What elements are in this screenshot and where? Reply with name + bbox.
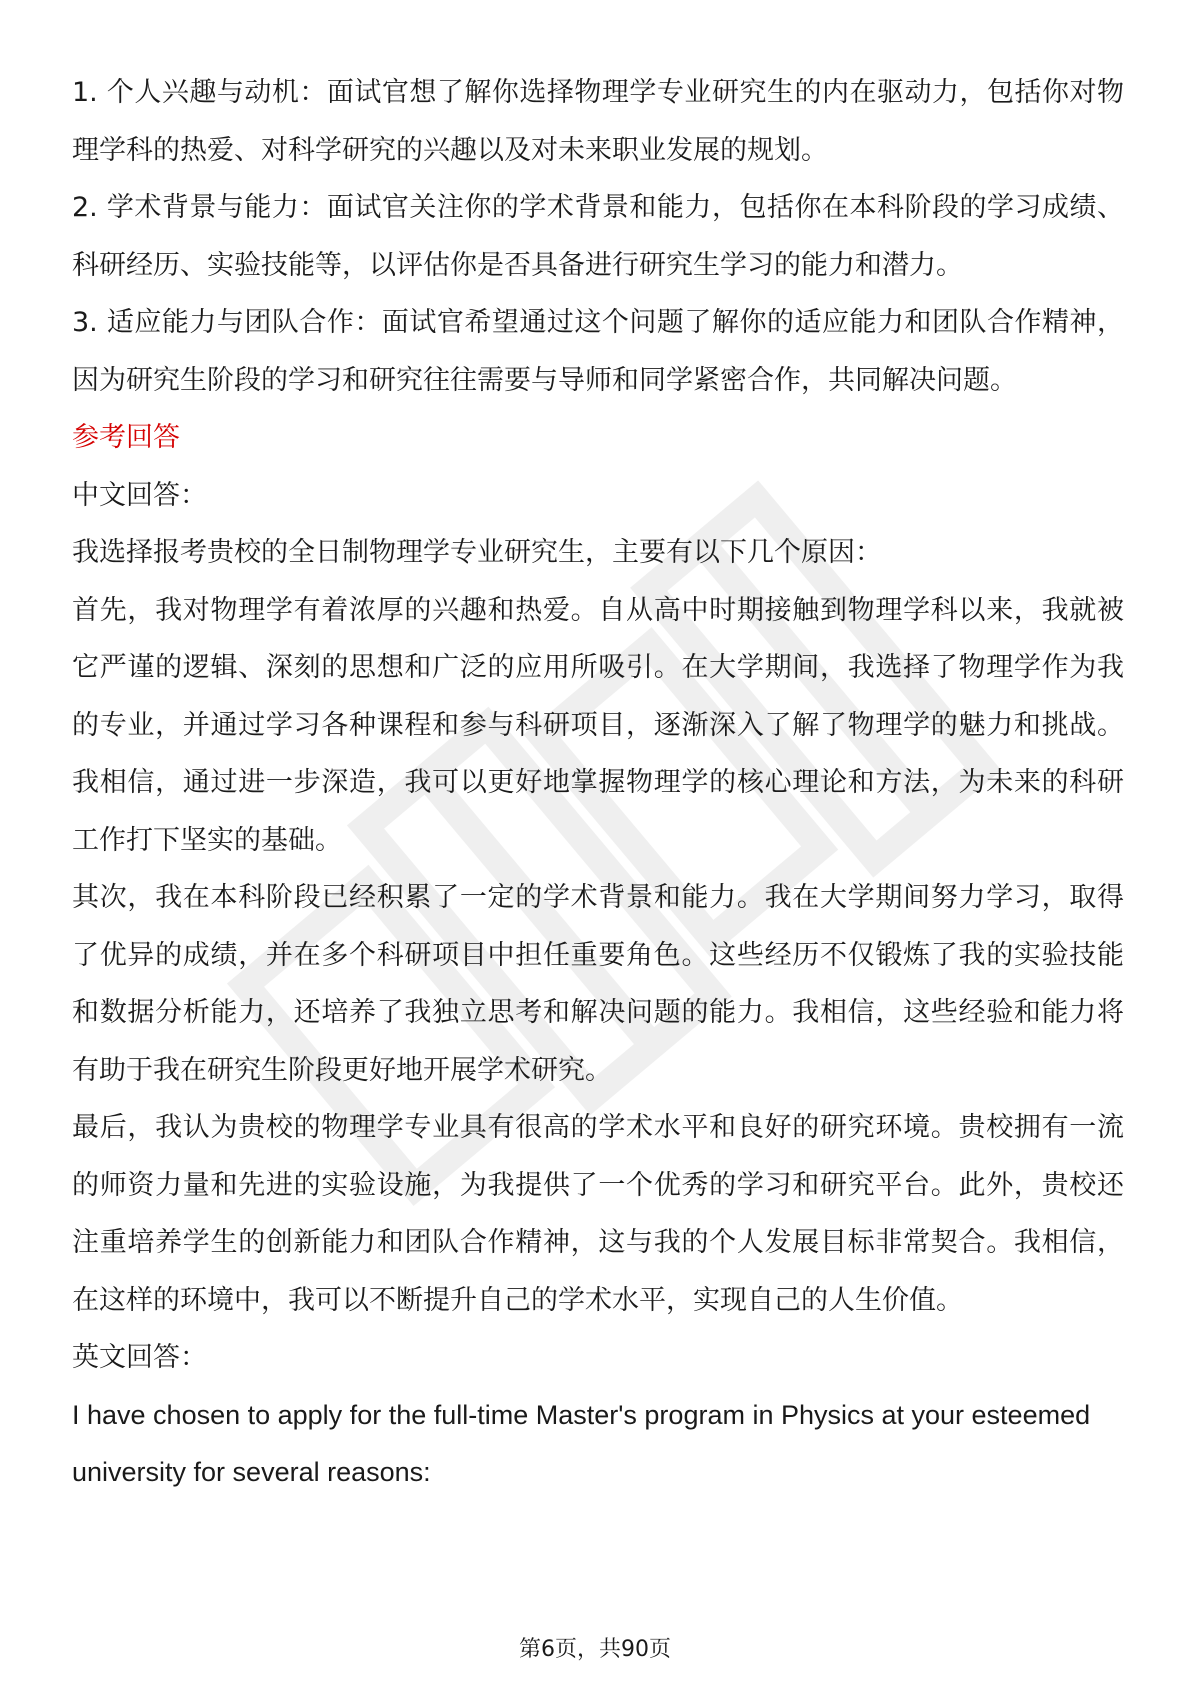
- english-answer: [72, 1387, 1124, 1502]
- english-label: 英文回答：: [72, 1342, 207, 1373]
- points-list: [72, 64, 1124, 409]
- page-footer: 第6页，共90页: [519, 1637, 671, 1662]
- reference-heading: 参考回答: [72, 422, 180, 453]
- point-2: 2. 学术背景与能力：面试官关注你的学术背景和能力，包括你在本科阶段的学习成绩、科研经历、实验技能等，以评估你是否具备进行研究生学习的能力和潜力。: [72, 192, 1124, 281]
- chinese-paragraph-2: 首先，我对物理学有着浓厚的兴趣和热爱。自从高中时期接触到物理学科以来，我就被它严谨的逻辑、深刻的思想和广泛的应用所吸引。在大学期间，我选择了物理学作为我的专业，并通过学习各种课程和参与科研项目，逐渐深入了解了物理学的魅力和挑战。我相信，通过进一步深造，我可以更好地掌握物理学的核心理论和方法，为未来的科研工作打下坚实的基础。: [72, 594, 1124, 856]
- chinese-paragraph-4: 最后，我认为贵校的物理学专业具有很高的学术水平和良好的研究环境。贵校拥有一流的师资力量和先进的实验设施，为我提供了一个优秀的学习和研究平台。此外，贵校还注重培养学生的创新能力和团队合作精神，这与我的个人发展目标非常契合。我相信，在这样的环境中，我可以不断提升自己的学术水平，实现自己的人生价值。: [72, 1112, 1124, 1316]
- chinese-answer: [72, 524, 1124, 1329]
- english-paragraph-1: I have chosen to apply for the full-time Master's program in Physics at your esteemed university for several reasons:: [72, 1399, 1091, 1487]
- chinese-label: 中文回答：: [72, 479, 207, 511]
- chinese-paragraph-1: 我选择报考贵校的全日制物理学专业研究生，主要有以下几个原因：: [72, 537, 882, 568]
- point-3: 3. 适应能力与团队合作：面试官希望通过这个问题了解你的适应能力和团队合作精神，因为研究生阶段的学习和研究往往需要与导师和同学紧密合作，共同解决问题。: [72, 307, 1124, 396]
- point-1: 1. 个人兴趣与动机：面试官想了解你选择物理学专业研究生的内在驱动力，包括你对物理学科的热爱、对科学研究的兴趣以及对未来职业发展的规划。: [72, 77, 1124, 166]
- document-body: [72, 64, 1124, 1502]
- chinese-paragraph-3: 其次，我在本科阶段已经积累了一定的学术背景和能力。我在大学期间努力学习，取得了优异的成绩，并在多个科研项目中担任重要角色。这些经历不仅锻炼了我的实验技能和数据分析能力，还培养了我独立思考和解决问题的能力。我相信，这些经验和能力将有助于我在研究生阶段更好地开展学术研究。: [72, 882, 1124, 1086]
